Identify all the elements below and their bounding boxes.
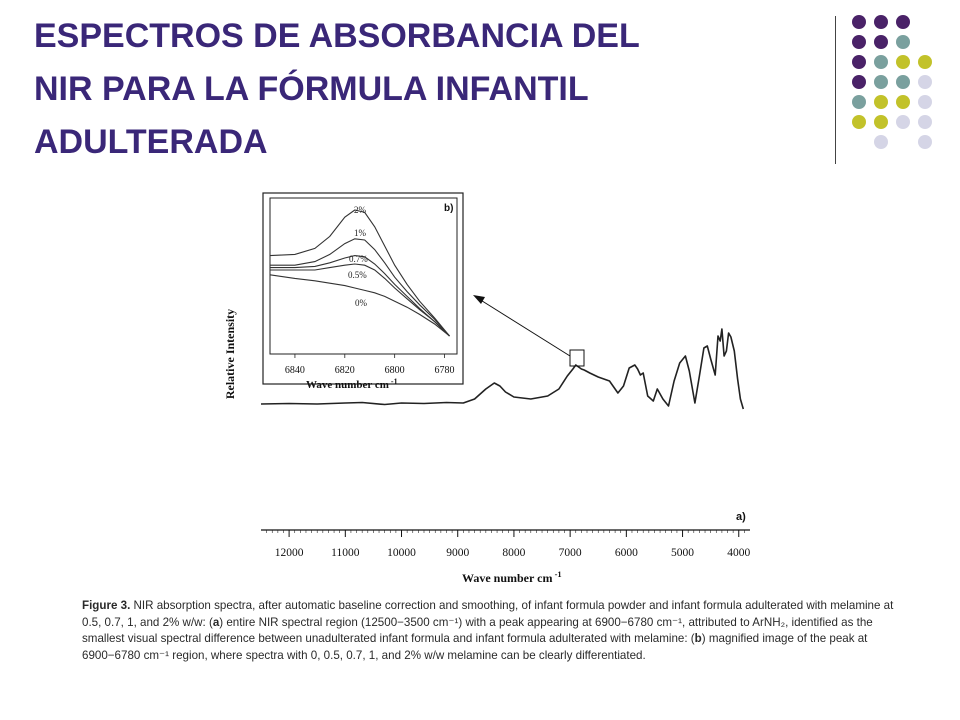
x-tick-label: 9000 — [446, 547, 470, 559]
inset-series-label: 1% — [354, 228, 366, 238]
caption-segment: ) entire NIR spectral region (12500−3500 cm⁻¹) with a peak appearing at 6900−6780 cm⁻¹, attributed to ArNH₂, identified as the — [219, 615, 873, 629]
caption-segment: 0.5, 0.7, 1, and 2% w/w: ( — [82, 615, 213, 629]
caption-line — [82, 648, 902, 665]
inset-series-label: 0.5% — [348, 270, 367, 280]
x-tick-label: 12000 — [274, 547, 304, 559]
inset-spectrum-chart — [263, 193, 463, 391]
inset-outer-frame — [263, 193, 463, 384]
caption-segment: 6900−6780 cm⁻¹ region, where spectra with 0, 0.5, 0.7, 1, and 2% w/w melamine can be clearly differentiated. — [82, 648, 646, 662]
x-axis-label-text: Wave number cm — [462, 571, 553, 585]
inset-x-tick-label: 6800 — [384, 365, 405, 376]
inset-x-tick-label: 6820 — [334, 365, 355, 376]
caption-segment: NIR absorption spectra, after automatic baseline correction and smoothing, of infant formula powder and infant formula adulterated with melamine at — [130, 599, 894, 612]
slide-title: ESPECTROS DE ABSORBANCIA DEL NIR PARA LA FÓRMULA INFANTIL ADULTERADA — [34, 17, 640, 161]
zoom-arrow-head — [473, 295, 485, 304]
caption-segment: a — [212, 615, 220, 629]
inset-series-label: 0% — [355, 298, 367, 308]
caption-segment: smallest visual spectral difference between unadulterated infant formula and infant formula adulterated with melamine: ( — [82, 632, 695, 645]
x-tick-label: 6000 — [614, 547, 638, 559]
x-tick-label: 8000 — [502, 547, 526, 559]
caption-line — [82, 598, 902, 615]
inset-x-tick-label: 6840 — [284, 365, 305, 376]
inset-x-axis-label-text: Wave number cm — [306, 379, 389, 391]
panel-label-a: a) — [736, 511, 746, 523]
y-axis-label: Relative Intensity — [223, 308, 237, 400]
zoom-arrow-line — [479, 299, 570, 356]
inset-x-axis-label-sup: -1 — [388, 377, 398, 386]
x-axis-label-sup: -1 — [552, 569, 562, 579]
caption-segment: Figure 3. — [82, 599, 131, 612]
figure-caption — [82, 598, 902, 664]
x-tick-label: 10000 — [387, 547, 416, 559]
caption-segment: ) magnified image of the peak at — [701, 632, 868, 645]
x-tick-label: 11000 — [331, 547, 360, 559]
x-tick-label: 5000 — [671, 547, 695, 559]
caption-segment: b — [694, 632, 702, 645]
caption-line — [82, 615, 902, 632]
x-axis-label — [462, 569, 562, 585]
inset-series-label: 0.7% — [349, 254, 368, 264]
x-tick-label: 7000 — [558, 547, 582, 559]
inset-x-axis-label — [306, 377, 398, 391]
x-tick-label: 4000 — [727, 547, 751, 559]
inset-series-label: 2% — [354, 205, 366, 215]
zoom-region-box — [570, 350, 584, 366]
panel-label-b: b) — [444, 203, 454, 214]
inset-x-tick-label: 6780 — [434, 365, 455, 376]
caption-line — [82, 631, 902, 648]
